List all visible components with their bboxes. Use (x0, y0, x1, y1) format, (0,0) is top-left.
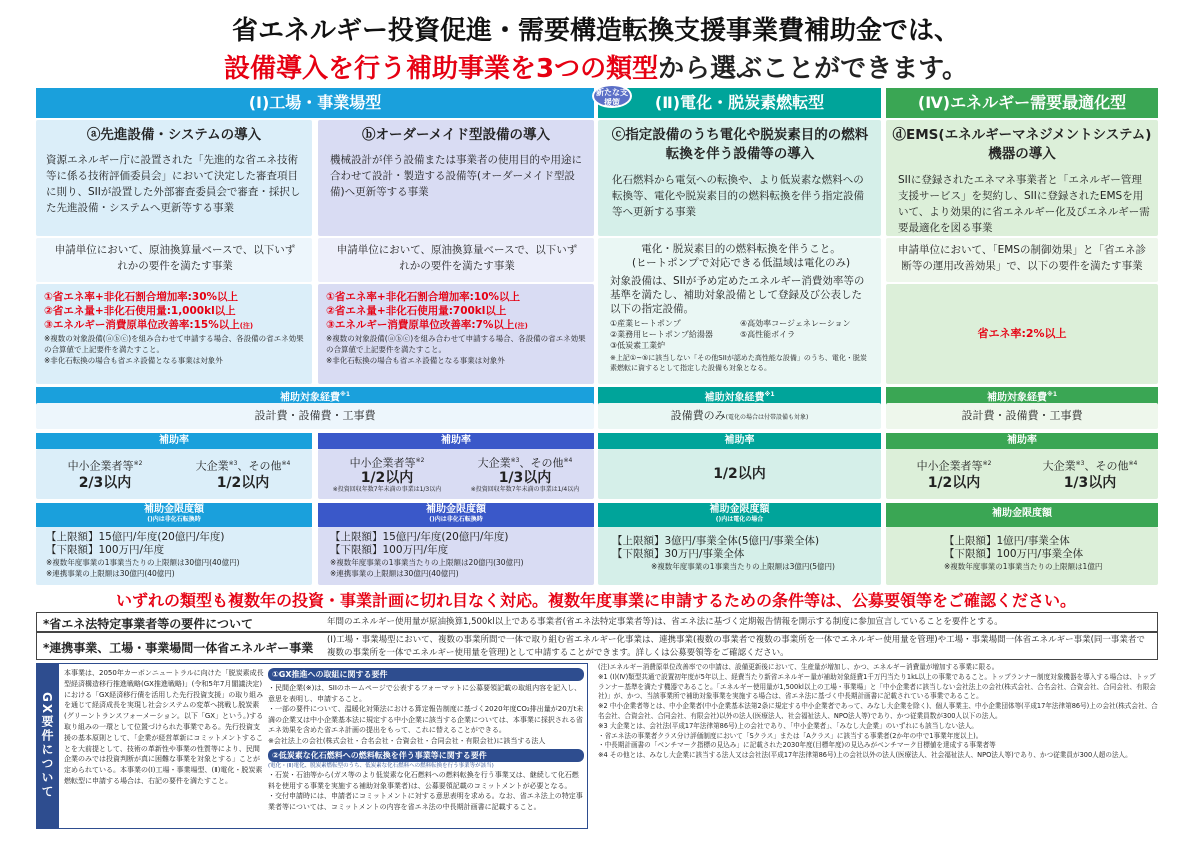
type-b-description: 機械設計が伴う設備または事業者の使用目的や用途に合わせて設計・製造する設備等(オーダーメイド型設備)へ更新等する事業 (330, 154, 582, 198)
type-b-rate-small (318, 454, 456, 494)
type-b-rate-small-value: 1/2以内 (360, 469, 414, 486)
type-1-column (36, 88, 594, 118)
type-b-cond-3-row (326, 318, 590, 333)
type-2-limits (612, 535, 874, 572)
type-a-rate-small-label-row (36, 456, 174, 475)
page-title (0, 12, 1192, 88)
title-line-1: 省エネルギー投資促進・需要構造転換支援事業費補助金では、 (231, 16, 960, 46)
type-d-title: ⓓEMS(エネルギーマネジメントシステム)機器の導入 (892, 127, 1152, 162)
type-a-cond-3: ③エネルギー消費原単位改善率:15%以上 (44, 319, 240, 331)
type-2-lower-limit: 【下限額】30万円/事業全体 (612, 548, 745, 560)
type-4-rate-large-label: 大企業 (1042, 459, 1076, 473)
type-2-rate-bar: 補助率 (598, 433, 881, 449)
type-c-eq-4: ④高効率コージェネレーション (740, 319, 851, 328)
type-c-eq-1: ①産業ヒートポンプ (610, 319, 681, 328)
type-4-rate-bar: 補助率 (886, 433, 1158, 449)
type-4-rate-small-mark: ※2 (982, 460, 992, 467)
gx-para-1b: ・一部の要件について、温暖化対策法における算定報告制度に基づく2020年度CO₂排出量が20万t未満の企業又は中小企業基本法に規定する中小企業に該当する企業については、本事業に採択される省エネ効果を含めた省エネ計画の提出をもって、これに替えることができる。 (268, 705, 584, 734)
gx-para-1a: ・民間企業(※)は、SIIのホームページで公表するフォーマットに公募要領記載の取組内容を記入し、意思を表明し、申請すること。 (268, 684, 582, 703)
type-b-conditions (326, 290, 590, 366)
type-4-header: (Ⅳ)エネルギー需要最適化型 (886, 88, 1158, 118)
type-4-limit-note: ※複数年度事業の1事業当たりの上限額は1億円 (944, 562, 1103, 571)
type-a-rate-small-value: 2/3以内 (78, 474, 132, 491)
type-2-cost-bar-mark: ※1 (764, 391, 775, 398)
type-b-rate-small-sub: ※投資回収年数7年未満の事業は1/3以内 (332, 485, 442, 493)
type-2-limit-note: ※複数年度事業の1事業当たりの上限額は3億円(5億円) (651, 562, 835, 571)
type-a-description: 資源エネルギー庁に設置された「先進的な省エネ技術等に係る技術評価委員会」において決定した審査項目に則り、SIIが設置した外部審査委員会で審査・採択した先進設備・システムへ更新等する事業 (46, 154, 301, 214)
footnote-1: ※1 (Ⅰ)(Ⅳ)類型共通で設置初年度が5年以上、経費当たり新省エネルギー量が補助対象経費1千万円当たり1kL以上の事業であること。トップランナー制度対象機器を導入する場合は、トップランナー基準を満たす機器であること。「エネルギー使用量が1,500kl以上の工場・事業場」と「中小企業者に該当しない会社法上の会社(株式会社、合名会社、合資会社、合同会社、有限会社)」が、かつ、当該事業所で補助対象事業を実施する場合は、省エネ法に基づく中長期計画書に記載されている事業であること。 (598, 672, 1156, 701)
type-b-rate-large-label-row (456, 454, 594, 471)
type-4-rate-large-mark-2: ※4 (1128, 460, 1138, 467)
type-c-eq-note: ※上記①~⑤に該当しない「その他SIIが認めた高性能な設備」のうち、電化・脱炭素燃転に資するとして指定した設備も対象となる。 (610, 354, 867, 372)
type-c-title: ⓒ指定設備のうち電化や脱炭素目的の燃料転換を伴う設備等の導入 (611, 127, 869, 162)
type-b-cond-1: ①省エネ率+非化石割合増加率:10%以上 (326, 291, 521, 303)
type-b-rate-large-sub: ※投資回収年数7年未満の事業は1/4以内 (470, 485, 580, 493)
type-4-limit-bar: 補助金限度額 (886, 503, 1158, 527)
type-1-cost: 設計費・設備費・工事費 (254, 409, 376, 422)
type-b-rate-large-label: 大企業 (477, 456, 511, 470)
type-a-note-2: ※非化石転換の場合も省エネ設備となる事業は対象外 (44, 356, 223, 365)
type-b-rate-small-label: 中小企業者等 (349, 456, 416, 470)
title-tail: から選ぶことができます。 (658, 54, 968, 84)
type-2-limit-bar-sub: ()内は電化の場合 (715, 516, 764, 523)
type-a-rate-large-other: 、その他 (237, 459, 282, 473)
type-4-rate-large (1022, 456, 1158, 491)
type-b-upper-limit: 【上限額】15億円/年度(20億円/年度) (330, 531, 509, 543)
type-a-limit-bar (36, 503, 312, 527)
type-a-limit-note-1: ※複数年度事業の1事業当たりの上限額は30億円(40億円) (46, 558, 240, 567)
type-b-cond-2: ②省エネ量+非化石使用量:700kl以上 (326, 305, 507, 317)
type-a-rate-large (174, 456, 312, 491)
type-a-lower-limit: 【下限額】100万円/年度 (46, 544, 165, 556)
type-4-rate-large-other: 、その他 (1084, 459, 1129, 473)
type-4-lower-limit: 【下限額】100万円/事業全体 (944, 548, 1084, 560)
type-a-rate-small-label: 中小企業者等 (67, 459, 134, 473)
type-2-header (598, 88, 881, 118)
gx-para-2a: ・石炭・石油等から(ガス等のより低炭素な化石燃料への燃料転換を行う事業又は、継続して化石燃料を使用する事業を実施する補助対象事業者)は、公募要領記載のコミットメントが必要となる。 (268, 771, 579, 790)
type-a-rate-bar: 補助率 (36, 433, 312, 449)
gx-para-1c: ※会社法上の会社(株式会社・合名会社・合資会社・合同会社・有限会社)に該当する法人 (268, 736, 546, 745)
type-1-cost-bar-mark: ※1 (339, 391, 350, 398)
type-a-limit-bar-sub: ()内は非化石転換時 (147, 516, 201, 523)
type-c-eq-3: ③低炭素工業炉 (610, 341, 666, 350)
type-c-equipment-row-1 (610, 318, 872, 329)
type-4-rate-small-value: 1/2以内 (927, 474, 981, 491)
specified-business-row (36, 612, 1158, 632)
type-a-rate-large-label: 大企業 (195, 459, 229, 473)
type-b-rate-large-other: 、その他 (519, 456, 564, 470)
type-4-rate-small (886, 456, 1022, 491)
specified-business-label: *省エネ法特定事業者等の要件について (43, 617, 254, 631)
linked-business-text: (Ⅰ)工場・事業場型において、複数の事業所間で一体で取り組む省エネルギー化事業は、連携事業(複数の事業者で複数の事業所を一体でエネルギー使用量を管理)や工場・事業場間一体省エネルギー事業(同一事業者で複数の事業所を一体でエネルギー使用量を管理)として申請することができます。詳しくは公募要領等をご確認ください。 (327, 635, 1145, 658)
type-a-rate-large-mark: ※3 (228, 460, 238, 467)
type-d-requirement: 申請単位において、「EMSの制御効果」と「省エネ診断等の運用改善効果」で、以下の要件を満たす事業 (898, 244, 1146, 272)
type-4-cost: 設計費・設備費・工事費 (961, 409, 1083, 422)
type-a-cond-3-note: (注) (239, 322, 254, 330)
type-2-header-label: (Ⅱ)電化・脱炭素燃転型 (654, 93, 825, 112)
type-2-cost: 設備費のみ (670, 409, 726, 422)
footnote-4: ※4 その他とは、みなし大企業に該当する法人又は会社法(平成17年法律第86号)上の会社以外の法人(医療法人、社会福祉法人、NPO法人等)であり、かつ従業員が300人超の法人。 (598, 751, 1132, 760)
type-a-title: ⓐ先進設備・システムの導入 (86, 127, 262, 143)
type-a-cond-3-row (44, 318, 308, 333)
type-b-rate-large-mark-2: ※4 (563, 457, 573, 464)
type-a-rate-small-mark: ※2 (133, 460, 143, 467)
type-b-limit-bar-sub: ()内は非化石転換時 (429, 516, 483, 523)
type-b-rate-large (456, 454, 594, 494)
type-2-column (598, 88, 881, 118)
type-4-column (886, 88, 1158, 118)
footnotes (598, 663, 1158, 761)
multi-year-banner: いずれの類型も複数年の投資・事業計画に切れ目なく対応。複数年度事業に申請するための条件等は、公募要領等をご確認ください。 (115, 591, 1076, 610)
type-4-rate-small-label-row (886, 456, 1022, 475)
type-4-rate-large-value: 1/3以内 (1063, 474, 1117, 491)
footnote-3c: ・中長期計画書の「ベンチマーク指標の見込み」に記載された2030年度(目標年度)の見込みがベンチマーク目標値を達成する事業者等 (598, 741, 996, 750)
type-2-cost-bar-label: 補助対象経費 (704, 392, 765, 404)
type-d-description: SIIに登録されたエネマネ事業者と「エネルギー管理支援サービス」を契約し、SIIに登録されたEMSを用いて、より効果的に省エネルギー化及びエネルギー需要最適化を図る事業 (898, 174, 1150, 234)
new-support-badge: 新たな支援策 (592, 84, 632, 108)
type-a-cond-1: ①省エネ率+非化石割合増加率:30%以上 (44, 291, 239, 303)
type-b-limit-note-2: ※連携事業の上限額は30億円(40億円) (330, 569, 459, 578)
gx-requirements-label: GX要件について (36, 663, 58, 829)
type-4-limits (944, 535, 1154, 572)
gx-conditions (268, 668, 584, 812)
gx-heading-1: ①GX推進への取組に関する要件 (268, 668, 584, 681)
type-b-title: ⓑオーダーメイド型設備の導入 (361, 127, 551, 143)
type-a-rate-large-mark-2: ※4 (281, 460, 291, 467)
type-a-rate-large-label-row (174, 456, 312, 475)
type-b-rate-small-mark: ※2 (415, 457, 425, 464)
type-c-requirements (610, 242, 872, 373)
type-a-rate-large-value: 1/2以内 (216, 474, 270, 491)
type-1-cost-bar-label: 補助対象経費 (279, 392, 340, 404)
type-b-cond-3: ③エネルギー消費原単位改善率:7%以上 (326, 319, 515, 331)
title-line-2 (0, 50, 1192, 88)
type-b-limits (330, 531, 590, 579)
type-4-rate-small-label: 中小企業者等 (916, 459, 983, 473)
linked-business-label: *連携事業、工場・事業場間一体省エネルギー事業 (43, 641, 314, 655)
type-2-upper-limit: 【上限額】3億円/事業全体(5億円/事業全体) (612, 535, 820, 547)
type-1-header: (Ⅰ)工場・事業場型 (36, 88, 594, 118)
type-b-limit-bar-label: 補助金限度額 (426, 504, 486, 515)
type-2-cost-sub: (電化の場合は付帯設備も対象) (725, 414, 809, 421)
type-b-note-2: ※非化石転換の場合も省エネ設備となる事業は対象外 (326, 356, 505, 365)
type-4-upper-limit: 【上限額】1億円/事業全体 (944, 535, 1070, 547)
footnote-3: ※3 大企業とは、会社法(平成17年法律第86号)上の会社であり、「中小企業者」、「みなし大企業」のいずれにも該当しない法人。 (598, 721, 978, 730)
type-c-req-2: (ヒートポンプで対応できる低温域は電化のみ) (631, 257, 851, 269)
linked-business-row (36, 632, 1158, 660)
title-highlight: 設備導入を行う補助事業を3つの類型 (223, 54, 659, 84)
type-4-rate-large-mark: ※3 (1075, 460, 1085, 467)
type-b-limit-note-1: ※複数年度事業の1事業当たりの上限額は20億円(30億円) (330, 558, 524, 567)
type-c-req-3: 対象設備は、SIIが予め定めたエネルギー消費効率等の基準を満たし、補助対象設備として登録及び公表した以下の指定設備。 (610, 275, 865, 315)
type-4-rate-large-label-row (1022, 456, 1158, 475)
type-b-rate-bar: 補助率 (318, 433, 594, 449)
footnote-2: ※2 中小企業者等とは、中小企業者(中小企業基本法第2条に規定する中小企業者であって、みなし大企業を除く)、個人事業主、中小企業団体等(平成17年法律第86号)上の会社(株式会社、合名会社、合資会社、合同会社、有限会社)以外の法人(医療法人、社会福祉法人、NPO法人等)であり、かつ従業員数が300人以下の法人。 (598, 702, 1158, 720)
type-b-requirement: 申請単位において、原油換算量ベースで、以下いずれかの要件を満たす事業 (336, 244, 578, 272)
type-b-note-1: ※複数の対象設備(ⓐⓑⓒ)を組み合わせて申請する場合、各設備の省エネ効果の合算値で上記要件を満たすこと。 (326, 334, 586, 354)
type-4-cost-bar-mark: ※1 (1046, 391, 1057, 398)
type-a-upper-limit: 【上限額】15億円/年度(20億円/年度) (46, 531, 225, 543)
type-b-rate-large-mark: ※3 (510, 457, 520, 464)
type-a-limits (46, 531, 308, 579)
type-a-requirement: 申請単位において、原油換算量ベースで、以下いずれかの要件を満たす事業 (54, 244, 296, 272)
type-a-conditions (44, 290, 308, 366)
type-c-req-1: 電化・脱炭素目的の燃料転換を伴うこと。 (641, 243, 841, 255)
gx-intro: 本事業は、2050年カーボンニュートラルに向けた「脱炭素成長型経済構造移行推進戦略(GX推進戦略)」(令和5年7月閣議決定)における「GX経済移行債を活用した先行投資支援」の取り組みを通じて経済成長を実現し社会システムの変革へ挑戦し脱炭素(グリーントランスフォーメーション。以下「GX」という。)する取り組みの一環として位置づけられた事業である。先行投資支援の基本原則として、「企業が経営革新にコミットメントすることを大前提として、技術の革新性や事業の性質等により、民間企業のみでは投資判断が真に困難な事業を対象とする」ことが定められている。本事業の(Ⅰ)工場・事業場型、(Ⅱ)電化・脱炭素燃転型に申請する場合は、右記の要件を満たすこと。 (64, 669, 264, 785)
type-b-limit-bar (318, 503, 594, 527)
type-a-limit-bar-label: 補助金限度額 (144, 504, 204, 515)
type-2-rate: 1/2以内 (713, 466, 766, 482)
type-b-cond-3-note: (注) (514, 322, 528, 330)
type-a-rate-small (36, 456, 174, 491)
type-b-rate-small-label-row (318, 454, 456, 471)
type-c-equipment-row-2 (610, 329, 872, 340)
type-c-description: 化石燃料から電気への転換や、より低炭素な燃料への転換等、電化や脱炭素目的の燃料転換を伴う指定設備等へ更新する事業 (612, 174, 864, 218)
type-c-eq-2: ②業務用ヒートポンプ給湯器 (610, 330, 713, 339)
type-2-limit-bar-label: 補助金限度額 (709, 504, 770, 515)
type-b-rate-large-value: 1/3以内 (498, 469, 552, 486)
type-a-cond-2: ②省エネ量+非化石使用量:1,000kl以上 (44, 305, 236, 317)
gx-heading-2: ②低炭素な化石燃料への燃料転換を伴う事業等に関する要件 (268, 749, 584, 762)
type-b-lower-limit: 【下限額】100万円/年度 (330, 544, 449, 556)
type-4-cost-bar-label: 補助対象経費 (986, 392, 1047, 404)
type-a-limit-note-2: ※連携事業の上限額は30億円(40億円) (46, 569, 175, 578)
type-d-condition: 省エネ率:2%以上 (977, 327, 1067, 340)
type-a-note-1: ※複数の対象設備(ⓐⓑⓒ)を組み合わせて申請する場合、各設備の省エネ効果の合算値で上記要件を満たすこと。 (44, 334, 304, 354)
gx-heading-2-sub: (電化・(Ⅱ)電化、脱炭素燃転型のうち、低炭素な化石燃料への燃料転換を行う事業等が該当) (268, 763, 494, 769)
type-c-eq-5: ⑤高性能ボイラ (740, 330, 796, 339)
type-2-cost-row (598, 408, 881, 426)
specified-business-text: 年間のエネルギー使用量が原油換算1,500kl以上である事業者(省エネ法特定事業者等)は、省エネ法に基づく定期報告情報を開示する制度に参加宣言していることを要件とする。 (327, 617, 1003, 627)
gx-para-2b: ・交付申請時には、申請者にコミットメントに対する意思表明を求める。なお、省エネ法上の特定事業者等については、コミットメントの内容を省エネ法の中長期計画書に記載すること。 (268, 792, 583, 811)
footnote-intro: (注)エネルギー消費原単位改善率での申請は、設備更新後において、生産量が増加し、かつ、エネルギー消費量が増加する事業に限る。 (598, 663, 999, 671)
footnote-3b: ・省エネ法の事業者クラス分け評価制度において「Sクラス」または「Aクラス」に該当する事業者(2か年の中で1事業年度以上)。 (598, 731, 983, 740)
type-2-limit-bar (598, 503, 881, 527)
